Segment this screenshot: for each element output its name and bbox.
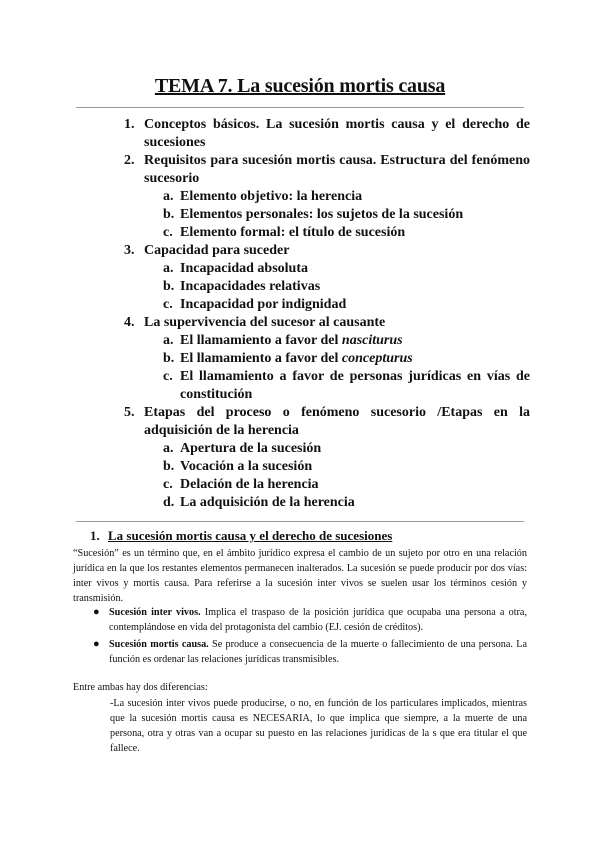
bullet-item xyxy=(93,605,527,635)
toc-subitem-text: Delación de la herencia xyxy=(180,477,319,492)
toc-subitem xyxy=(163,476,530,494)
toc-subitem xyxy=(163,224,530,242)
bullet-icon: ● xyxy=(93,606,100,618)
toc-item-text: Capacidad para suceder xyxy=(144,243,290,258)
toc-subitem-letter: b. xyxy=(163,351,175,366)
toc-subitem-text: El llamamiento a favor de personas jurídicas en vías de constitución xyxy=(180,369,530,402)
toc-subitem-emphasis: concepturus xyxy=(341,351,413,366)
toc-subitem-letter: a. xyxy=(163,441,174,456)
section-heading-text: La sucesión mortis causa y el derecho de sucesiones xyxy=(108,528,393,543)
toc-subitem xyxy=(163,350,530,368)
toc-item-number: 4. xyxy=(124,315,135,330)
toc-item-text: Conceptos básicos. La sucesión mortis causa y el derecho de sucesiones xyxy=(144,117,530,150)
toc-subitem-letter: b. xyxy=(163,207,175,222)
toc-item xyxy=(124,404,530,440)
toc-subitem xyxy=(163,206,530,224)
toc-item-text: Requisitos para sucesión mortis causa. Estructura del fenómeno sucesorio xyxy=(144,153,530,186)
toc-item-number: 5. xyxy=(124,405,135,420)
page-title: TEMA 7. La sucesión mortis causa xyxy=(154,75,446,97)
toc-subitem-text: El llamamiento a favor del concepturus xyxy=(180,351,413,366)
toc-subitem xyxy=(163,368,530,404)
bullet-text: Se produce a consecuencia de la muerte o fallecimiento de una persona. La función es ordenar las relaciones jurídicas transmisibles. xyxy=(109,639,527,665)
bullet-text: Implica el traspaso de la posición jurídica que ocupaba una persona a otra, contemplándose en vida del protagonista del cambio (EJ. cesión de créditos). xyxy=(109,607,527,633)
toc-subitem xyxy=(163,188,530,206)
toc-subitem-text: Incapacidad absoluta xyxy=(180,261,308,276)
toc-subitem-text: Elementos personales: los sujetos de la sucesión xyxy=(180,207,464,222)
toc-item xyxy=(124,152,530,188)
table-of-contents xyxy=(124,116,530,512)
bullet-item xyxy=(93,637,527,667)
toc-subitem-letter: a. xyxy=(163,333,174,348)
toc-subitem xyxy=(163,332,530,350)
toc-subitem-text: Apertura de la sucesión xyxy=(180,441,322,456)
toc-subitem-letter: c. xyxy=(163,477,173,492)
section-heading xyxy=(90,528,392,544)
toc-subitem-text: El llamamiento a favor del nasciturus xyxy=(180,333,403,348)
toc-subitem xyxy=(163,458,530,476)
toc-subitem xyxy=(163,260,530,278)
toc-subitem-letter: a. xyxy=(163,189,174,204)
differences-intro: Entre ambas hay dos diferencias: xyxy=(73,682,208,693)
toc-item-number: 3. xyxy=(124,243,135,258)
bullet-label: Sucesión mortis causa. xyxy=(109,639,209,650)
toc-item xyxy=(124,116,530,152)
toc-subitem-text: La adquisición de la herencia xyxy=(180,495,355,510)
toc-subitem-letter: c. xyxy=(163,225,173,240)
toc-subitem-emphasis: nasciturus xyxy=(341,333,403,348)
toc-item-number: 1. xyxy=(124,117,135,132)
bullet-label: Sucesión inter vivos. xyxy=(109,607,201,618)
toc-item-text: Etapas del proceso o fenómeno sucesorio /Etapas en la adquisición de la herencia xyxy=(144,405,530,438)
toc-subitem xyxy=(163,296,530,314)
divider-section xyxy=(76,521,524,522)
toc-subitem-letter: b. xyxy=(163,459,175,474)
differences-paragraph: -La sucesión inter vivos puede producirse, o no, en función de los particulares implicados, mientras que la sucesión mortis causa es NECESARIA, lo que implica que siempre, a la muerte de una persona, otra y otras van a ocupar su puesto en las relaciones jurídicas de la s que era titular el que fallece. xyxy=(110,698,527,754)
toc-subitem-text: Incapacidad por indignidad xyxy=(180,297,347,312)
toc-subitem xyxy=(163,440,530,458)
toc-item xyxy=(124,314,530,332)
toc-subitem-letter: d. xyxy=(163,495,175,510)
toc-item-text: La supervivencia del sucesor al causante xyxy=(144,315,386,330)
toc-subitem-letter: a. xyxy=(163,261,174,276)
toc-subitem-text: Elemento formal: el título de sucesión xyxy=(180,225,406,240)
toc-subitem xyxy=(163,494,530,512)
toc-subitem-letter: b. xyxy=(163,279,175,294)
toc-subitem-text: Vocación a la sucesión xyxy=(180,459,313,474)
intro-paragraph: “Sucesión” es un término que, en el ámbito jurídico expresa el cambio de un sujeto por otro en una relación jurídica en la que los restantes elementos permanecen inalterados. La sucesión se puede producir por dos vías: inter vivos y mortis causa. Para referirse a la sucesión inter vivos se suelen usar los términos cesión y transmisión. xyxy=(73,548,527,604)
toc-subitem-letter: c. xyxy=(163,297,173,312)
toc-subitem-text: Incapacidades relativas xyxy=(180,279,321,294)
toc-subitem xyxy=(163,278,530,296)
toc-subitem-letter: c. xyxy=(163,369,173,384)
toc-subitem-text: Elemento objetivo: la herencia xyxy=(180,189,363,204)
toc-item xyxy=(124,242,530,260)
divider-top xyxy=(76,107,524,108)
section-number: 1. xyxy=(90,528,100,543)
bullet-icon: ● xyxy=(93,638,100,650)
toc-item-number: 2. xyxy=(124,153,135,168)
